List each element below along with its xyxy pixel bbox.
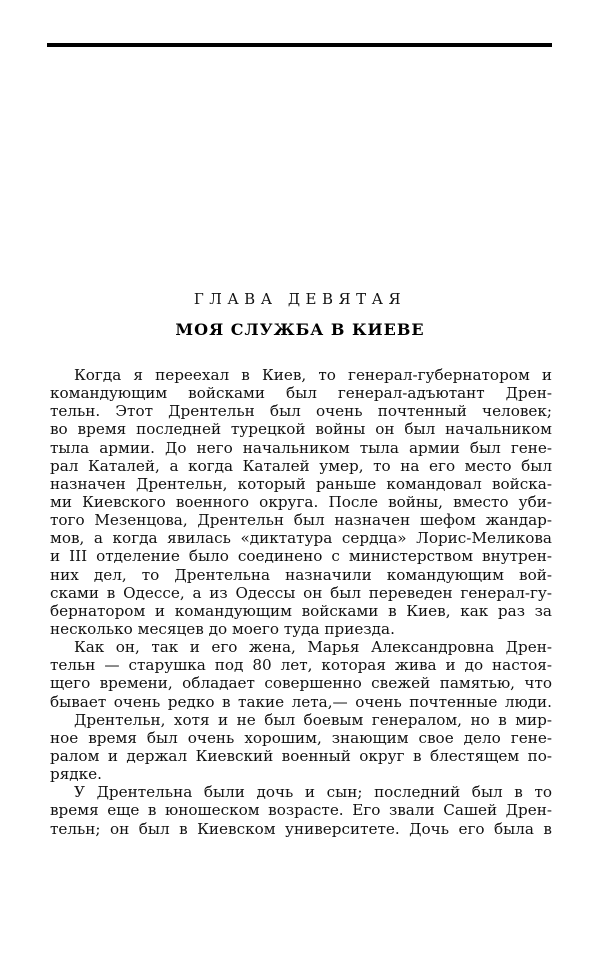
text-line: несколько месяцев до моего туда приезда. <box>50 619 395 638</box>
text-line: рядке. <box>50 765 102 784</box>
text-line: щего времени, обладает совершенно свежей памятью, что <box>50 674 552 693</box>
text-line: мов, а когда явилась «диктатура сердца» Лорис-Меликова <box>50 529 552 548</box>
text-line: У Дрентельна были дочь и сын; последний был в то <box>74 783 552 802</box>
chapter-label: ГЛАВА ДЕВЯТАЯ <box>193 290 407 308</box>
text-line: Как он, так и его жена, Марья Александровна Дрен- <box>74 638 552 657</box>
text-line: тельн. Этот Дрентельн был очень почтенный человек; <box>50 402 552 421</box>
text-line: Когда я переехал в Киев, то генерал-губернатором и <box>74 366 552 384</box>
text-line: Дрентельн, хотя и не был боевым генералом, но в мир- <box>74 710 552 729</box>
text-line: и III отделение было соединено с министерством внутрен- <box>50 547 552 566</box>
text-line: время еще в юношеском возрасте. Его звали Сашей Дрен- <box>50 801 552 820</box>
text-line: бернатором и командующим войсками в Киев, как раз за <box>50 601 552 620</box>
header-rule <box>47 43 552 47</box>
text-line: бывает очень редко в такие лета,— очень почтенные люди. <box>50 692 552 711</box>
text-line: во время последней турецкой войны он был начальником <box>50 420 552 439</box>
text-line: назначен Дрентельн, который раньше командовал войска- <box>50 474 552 493</box>
text-line: тельн; он был в Киевском университете. Дочь его была в <box>50 819 552 838</box>
body-text <box>50 366 552 838</box>
text-line: тыла армии. До него начальником тыла армии был гене- <box>50 438 552 457</box>
chapter-title: МОЯ СЛУЖБА В КИЕВЕ <box>175 320 425 339</box>
text-line: тельн — старушка под 80 лет, которая жива и до настоя- <box>50 656 552 675</box>
text-line: ралом и держал Киевский военный округ в блестящем по- <box>50 746 552 765</box>
text-line: ми Киевского военного округа. После войны, вместо уби- <box>50 492 552 511</box>
text-line: сками в Одессе, а из Одессы он был переведен генерал-гу- <box>50 583 552 602</box>
text-line: того Мезенцова, Дрентельн был назначен шефом жандар- <box>50 511 552 530</box>
text-line: них дел, то Дрентельна назначили командующим вой- <box>50 565 552 584</box>
text-line: рал Каталей, а когда Каталей умер, то на его место был <box>50 456 552 475</box>
text-line: ное время был очень хорошим, знающим свое дело гене- <box>50 728 552 747</box>
text-line: командующим войсками был генерал-адъютант Дрен- <box>50 384 552 403</box>
